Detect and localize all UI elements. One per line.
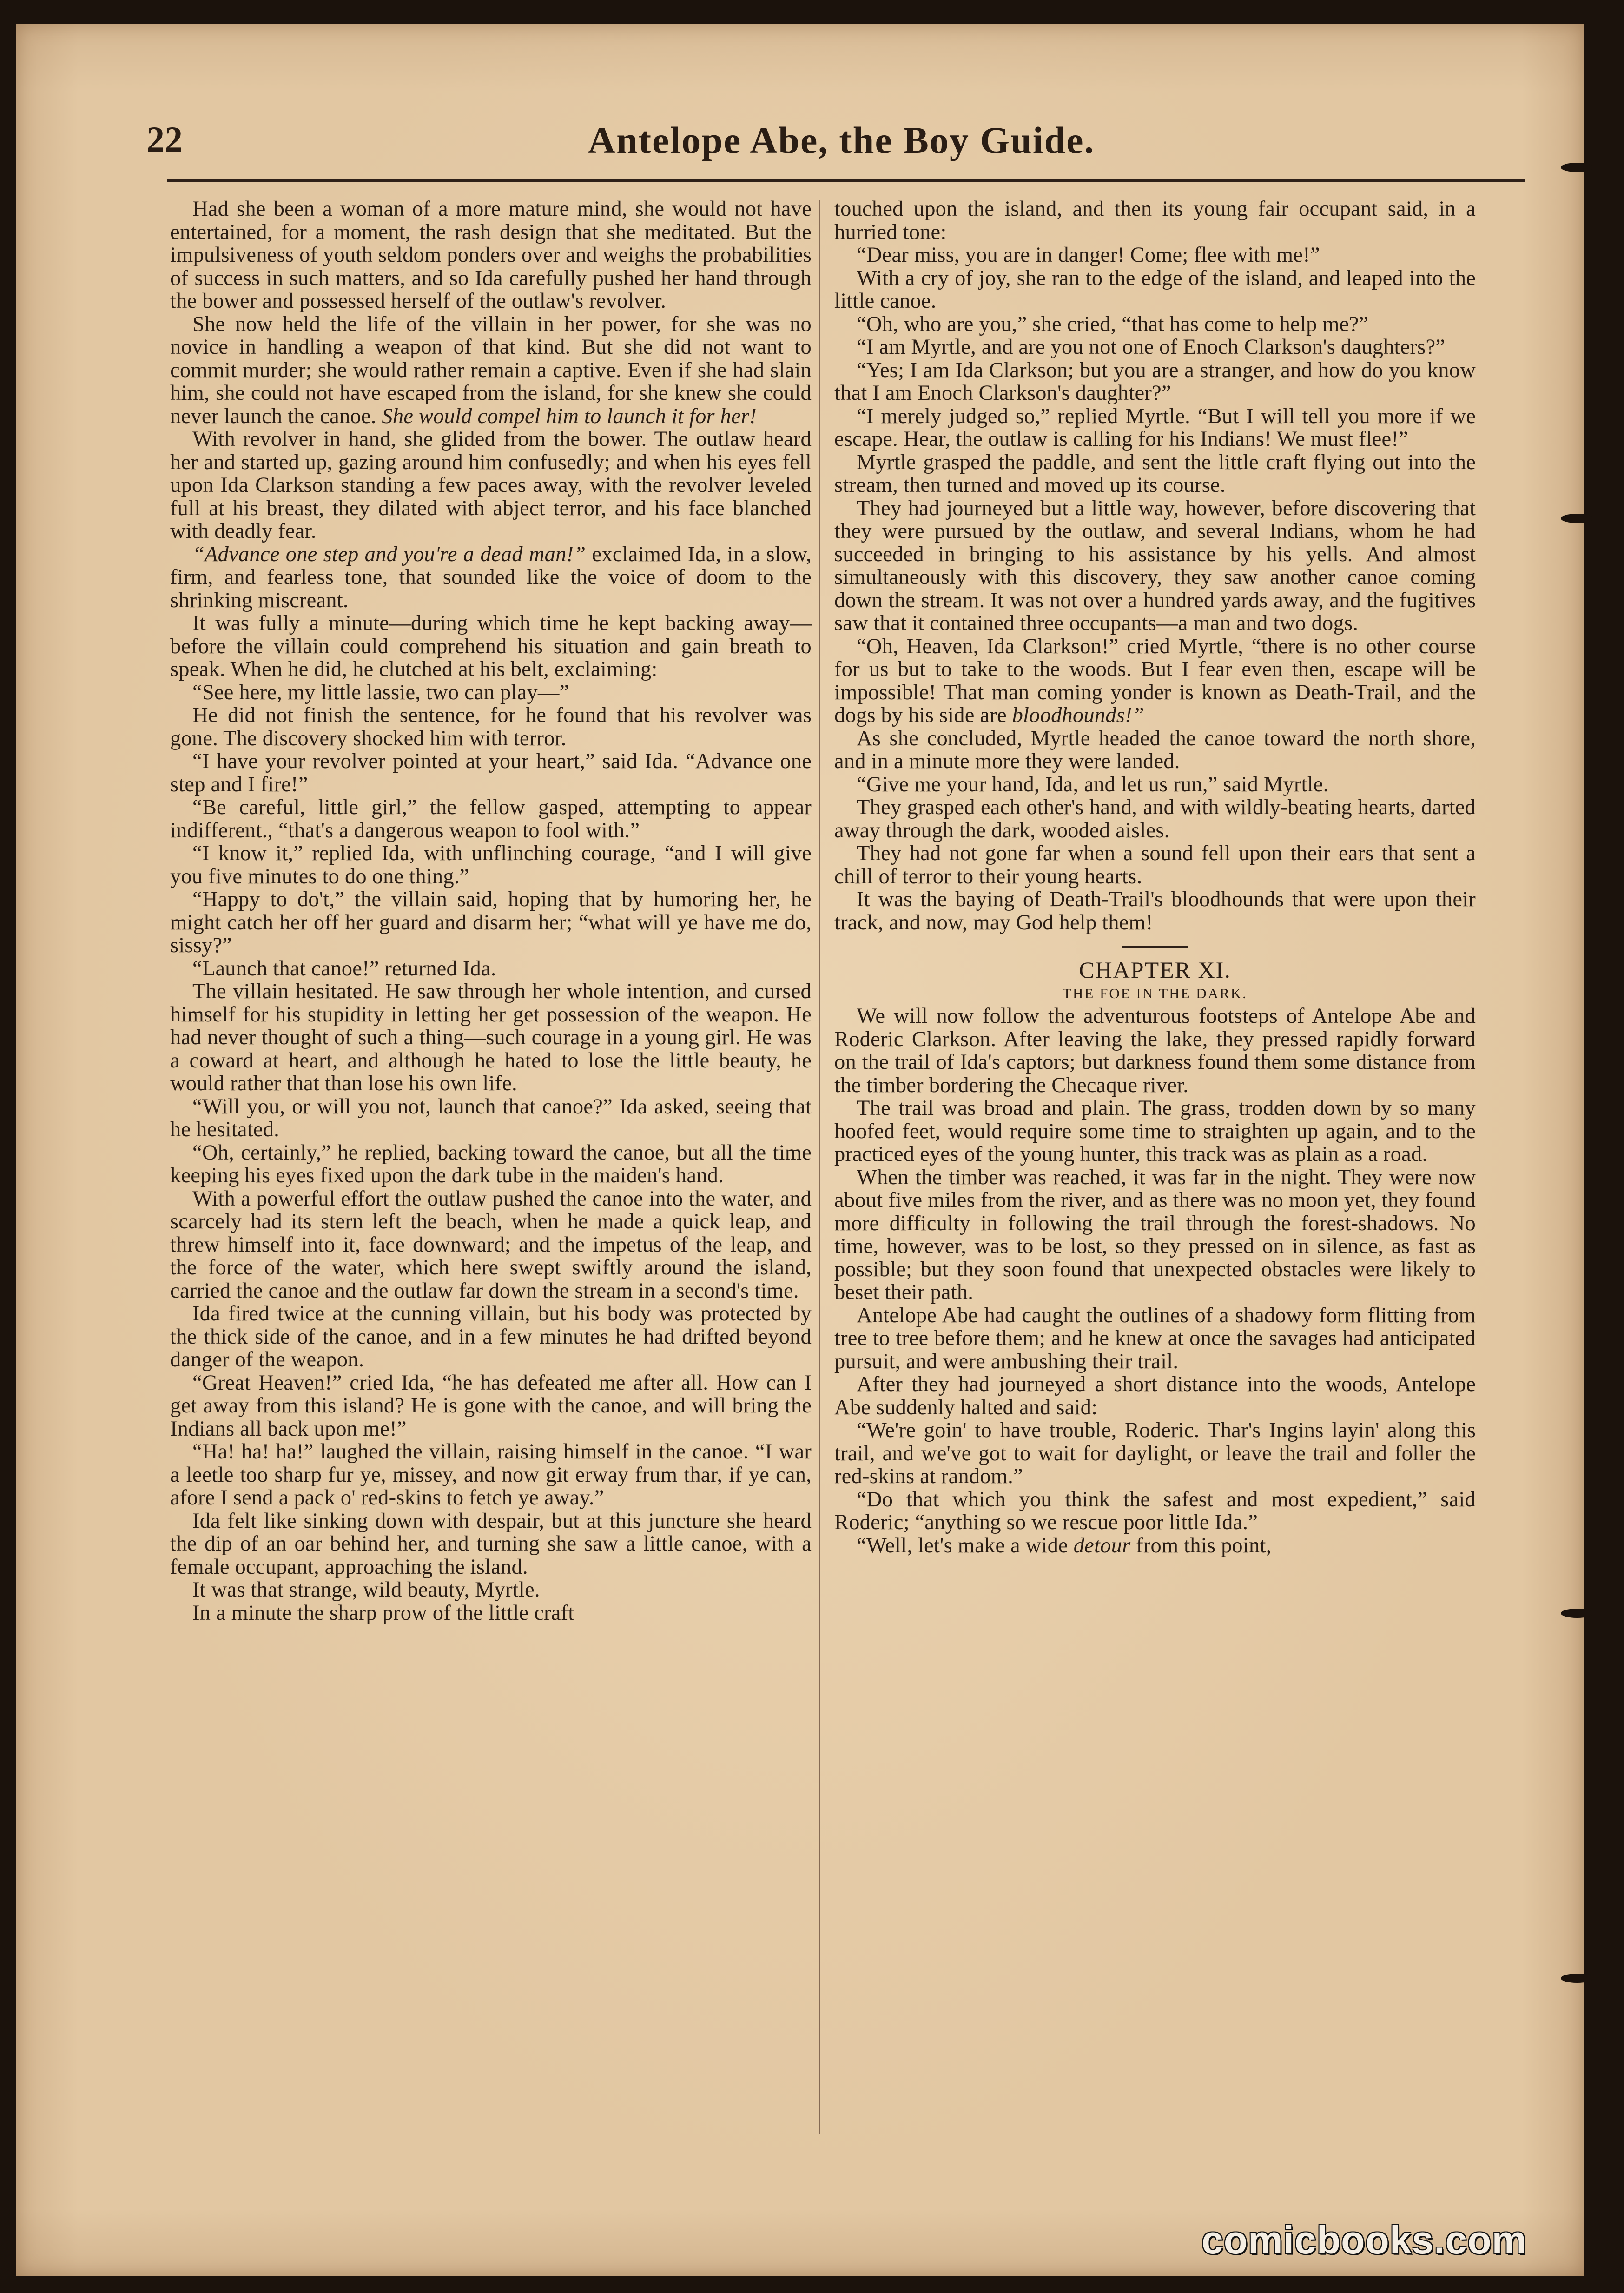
paragraph: “Be careful, little girl,” the fellow gasped, attempting to appear indifferent., “that's a dangerous weapon to fool with.” xyxy=(170,795,812,842)
paragraph: They had not gone far when a sound fell upon their ears that sent a chill of terror to their young hearts. xyxy=(834,842,1476,888)
paragraph: “Ha! ha! ha!” laughed the villain, raising himself in the canoe. “I war a leetle too sharp fur ye, missey, and now git erway frum thar, if ye can, afore I send a pack o' red-skins to fetch ye away.” xyxy=(170,1440,812,1510)
paragraph: It was the baying of Death-Trail's bloodhounds that were upon their track, and now, may God help them! xyxy=(834,888,1476,934)
chapter-title: CHAPTER XI. xyxy=(1079,957,1231,983)
paragraph: touched upon the island, and then its young fair occupant said, in a hurried tone: xyxy=(834,198,1476,244)
paragraph: “Great Heaven!” cried Ida, “he has defeated me after all. How can I get away from this island? He is gone with the canoe, and will bring the Indians all back upon me!” xyxy=(170,1371,812,1441)
paragraph: “Happy to do't,” the villain said, hoping that by humoring her, he might catch her off her guard and disarm her; “what will ye have me do, sissy?” xyxy=(170,888,812,957)
paragraph: They had journeyed but a little way, however, before discovering that they were pursued by the outlaw, and several Indians, whom he had succeeded in bringing to his assistance by his yells. And almost simultaneously with this discovery, they saw another canoe coming down the stream. It was not over a hundred yards away, and the fugitives saw that it contained three occupants—a man and two dogs. xyxy=(834,496,1476,635)
paragraph: He did not finish the sentence, for he found that his revolver was gone. The discovery shocked him with terror. xyxy=(170,703,812,750)
paragraph: They grasped each other's hand, and with wildly-beating hearts, darted away through the dark, wooded aisles. xyxy=(834,795,1476,842)
paragraph: “Will you, or will you not, launch that canoe?” Ida asked, seeing that he hesitated. xyxy=(170,1094,812,1141)
paragraph: It was fully a minute—during which time he kept backing away—before the villain could comprehend his situation and gain breath to speak. When he did, he clutched at his belt, exclaiming: xyxy=(170,611,812,681)
right-column xyxy=(834,198,1476,2132)
paragraph: Myrtle grasped the paddle, and sent the little craft flying out into the stream, then turned and moved up its course. xyxy=(834,450,1476,497)
paragraph: With revolver in hand, she glided from the bower. The outlaw heard her and started up, gazing around him confusedly; and when his eyes fell upon Ida Clarkson standing a few paces away, with the revolver leveled full at his breast, they dilated with abject terror, and his face blanched with deadly fear. xyxy=(170,427,812,543)
paragraph: “Yes; I am Ida Clarkson; but you are a stranger, and how do you know that I am Enoch Clarkson's daughter?” xyxy=(834,358,1476,405)
paragraph: As she concluded, Myrtle headed the canoe toward the north shore, and in a minute more they were landed. xyxy=(834,726,1476,773)
paragraph: “Do that which you think the safest and most expedient,” said Roderic; “anything so we rescue poor little Ida.” xyxy=(834,1487,1476,1534)
paragraph: “I am Myrtle, and are you not one of Enoch Clarkson's daughters?” xyxy=(857,335,1446,359)
chapter-rule xyxy=(1122,946,1188,948)
italic-text: detour xyxy=(1073,1533,1131,1557)
chapter-subtitle: THE FOE IN THE DARK. xyxy=(1063,985,1248,1001)
italic-quote: “Advance one step and you're a dead man!” xyxy=(192,542,586,566)
italic-text: She would compel him to launch it for her! xyxy=(382,404,757,428)
paragraph: She now held the life of the villain in her power, for she was no novice in handling a weapon of that kind. But she did not want to commit murder; she would rather remain a captive. Even if she had slain him, she could not have escaped from the island, for she knew she could never launch the canoe. She would compel him to launch it for her! xyxy=(170,312,812,428)
paragraph: “Oh, Heaven, Ida Clarkson!” cried Myrtle, “there is no other course for us but to take to the woods. But I fear even then, escape will be impossible! That man coming yonder is known as Death-Trail, and the dogs by his side are bloodhounds!” xyxy=(834,634,1476,727)
paragraph: We will now follow the adventurous footsteps of Antelope Abe and Roderic Clarkson. After leaving the lake, they pressed rapidly forward on the trail of Ida's captors; but darkness found them some distance from the timber bordering the Checaque river. xyxy=(834,1004,1476,1097)
binding-staple-mark xyxy=(1561,1974,1593,1983)
running-title: Antelope Abe, the Boy Guide. xyxy=(588,119,1095,161)
left-column xyxy=(170,198,812,2132)
paragraph: The villain hesitated. He saw through her whole intention, and cursed himself for his stupidity in letting her get possession of the weapon. He had never thought of such a thing—such courage in a young girl. He was a coward at heart, and although he hated to lose the little beauty, he would rather that than lose his own life. xyxy=(170,980,812,1095)
paragraph: Ida fired twice at the cunning villain, but his body was protected by the thick side of the canoe, and in a few minutes he had drifted beyond danger of the weapon. xyxy=(170,1302,812,1372)
paragraph: “Give me your hand, Ida, and let us run,” said Myrtle. xyxy=(857,772,1329,796)
paragraph: “See here, my little lassie, two can play—” xyxy=(192,680,569,704)
watermark: comicbooks.com xyxy=(1201,2218,1527,2262)
paragraph: Ida felt like sinking down with despair, but at this juncture she heard the dip of an oar behind her, and turning she saw a little canoe, with a female occupant, approaching the island. xyxy=(170,1509,812,1579)
paragraph: Had she been a woman of a more mature mind, she would not have entertained, for a moment, the rash design that she meditated. But the impulsiveness of youth seldom ponders over and weighs the probabilities of success in such matters, and so Ida carefully pushed her hand through the bower and possessed herself of the outlaw's revolver. xyxy=(170,198,812,313)
paragraph: “I know it,” replied Ida, with unflinching courage, “and I will give you five minutes to do one thing.” xyxy=(170,842,812,888)
paragraph: After they had journeyed a short distance into the woods, Antelope Abe suddenly halted and said: xyxy=(834,1372,1476,1419)
paragraph: “Dear miss, you are in danger! Come; flee with me!” xyxy=(857,243,1320,267)
paragraph: Antelope Abe had caught the outlines of a shadowy form flitting from tree to tree before them; and he knew at once the savages had anticipated pursuit, and were ambushing their trail. xyxy=(834,1303,1476,1373)
paragraph: “Well, let's make a wide detour from this point, xyxy=(857,1533,1272,1557)
paragraph: The trail was broad and plain. The grass, trodden down by so many hoofed feet, would require some time to straighten up again, and to the practiced eyes of the young hunter, this track was as plain as a road. xyxy=(834,1096,1476,1166)
paragraph: “Launch that canoe!” returned Ida. xyxy=(192,956,496,981)
column-divider xyxy=(819,200,820,2134)
italic-text: bloodhounds!” xyxy=(1012,703,1144,727)
paragraph: “Advance one step and you're a dead man!” exclaimed Ida, in a slow, firm, and fearless tone, that sounded like the voice of doom to the shrinking miscreant. xyxy=(170,542,812,612)
paragraph: In a minute the sharp prow of the little craft xyxy=(192,1601,574,1625)
paragraph: “Oh, who are you,” she cried, “that has come to help me?” xyxy=(857,312,1369,336)
paragraph: With a powerful effort the outlaw pushed the canoe into the water, and scarcely had its stern left the beach, when he made a quick leap, and threw himself into it, face downward; and the impetus of the leap, and the force of the water, which here swept swiftly around the island, carried the canoe and the outlaw far down the stream in a second's time. xyxy=(170,1186,812,1303)
page-number: 22 xyxy=(146,119,183,159)
paragraph: “Oh, certainly,” he replied, backing toward the canoe, but all the time keeping his eyes fixed upon the dark tube in the maiden's hand. xyxy=(170,1140,812,1187)
header-rule xyxy=(167,179,1525,182)
paragraph: When the timber was reached, it was far in the night. They were now about five miles from the river, and as there was no moon yet, they found more difficulty in following the trail through the forest-shadows. No time, however, was to be lost, so they pressed on in silence, as fast as possible; but they soon found that unexpected obstacles were likely to beset their path. xyxy=(834,1165,1476,1304)
paragraph: “I merely judged so,” replied Myrtle. “But I will tell you more if we escape. Hear, the outlaw is calling for his Indians! We must flee!” xyxy=(834,404,1476,451)
page-header xyxy=(146,119,1536,170)
binding-staple-mark xyxy=(1561,1609,1593,1618)
paragraph: “I have your revolver pointed at your heart,” said Ida. “Advance one step and I fire!” xyxy=(170,749,812,796)
paragraph: “We're goin' to have trouble, Roderic. Thar's Ingins layin' along this trail, and we've got to wait for daylight, or leave the trail and foller the red-skins at random.” xyxy=(834,1418,1476,1488)
binding-staple-mark xyxy=(1561,163,1593,172)
paragraph: With a cry of joy, she ran to the edge of the island, and leaped into the little canoe. xyxy=(834,266,1476,313)
paragraph: It was that strange, wild beauty, Myrtle. xyxy=(192,1578,540,1602)
binding-staple-mark xyxy=(1561,514,1593,523)
